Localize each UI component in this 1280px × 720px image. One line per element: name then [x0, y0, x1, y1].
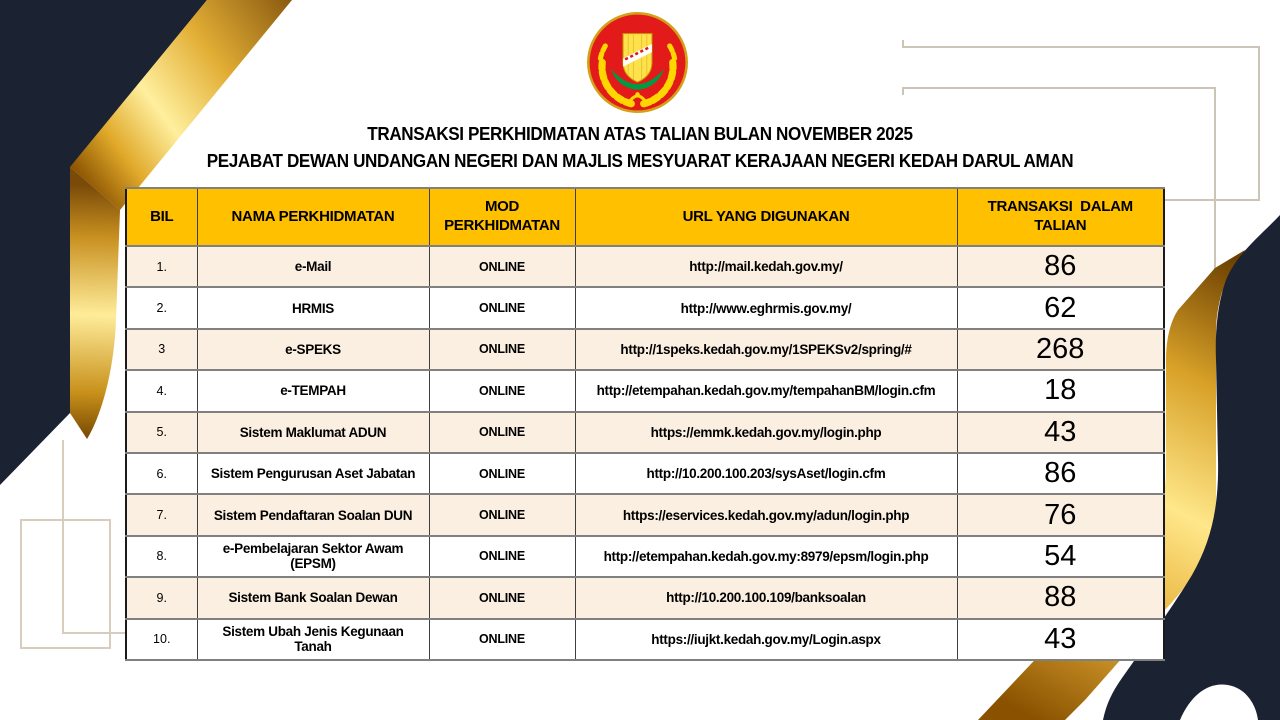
cell-url: http://10.200.100.203/sysAset/login.cfm	[575, 453, 957, 494]
cell-transaksi: 18	[957, 370, 1164, 411]
table-row	[126, 412, 1164, 453]
gold-band-fold	[70, 167, 120, 439]
cell-transaksi: 43	[957, 619, 1164, 660]
cell-bil: 2.	[126, 287, 197, 328]
cell-transaksi: 88	[957, 577, 1164, 618]
cell-transaksi: 76	[957, 494, 1164, 535]
cell-nama: e-Mail	[197, 246, 429, 287]
cell-url: http://etempahan.kedah.gov.my:8979/epsm/login.php	[575, 536, 957, 577]
table-header-row	[126, 188, 1164, 246]
cell-transaksi: 86	[957, 246, 1164, 287]
cell-nama: Sistem Ubah Jenis Kegunaan Tanah	[197, 619, 429, 660]
table-row	[126, 619, 1164, 660]
cell-url: https://eservices.kedah.gov.my/adun/login.php	[575, 494, 957, 535]
cell-nama: e-Pembelajaran Sektor Awam (EPSM)	[197, 536, 429, 577]
table-row	[126, 370, 1164, 411]
cell-mod: ONLINE	[429, 536, 575, 577]
cell-url: http://mail.kedah.gov.my/	[575, 246, 957, 287]
cell-bil: 7.	[126, 494, 197, 535]
cell-nama: Sistem Maklumat ADUN	[197, 412, 429, 453]
cell-url: http://10.200.100.109/banksoalan	[575, 577, 957, 618]
header-mod: MOD PERKHIDMATAN	[429, 188, 575, 246]
cell-mod: ONLINE	[429, 246, 575, 287]
cell-bil: 9.	[126, 577, 197, 618]
cell-nama: HRMIS	[197, 287, 429, 328]
cell-mod: ONLINE	[429, 494, 575, 535]
cell-mod: ONLINE	[429, 577, 575, 618]
table-row	[126, 246, 1164, 287]
cell-bil: 1.	[126, 246, 197, 287]
cell-bil: 5.	[126, 412, 197, 453]
cell-transaksi: 268	[957, 329, 1164, 370]
cell-url: http://www.eghrmis.gov.my/	[575, 287, 957, 328]
header-transaksi: TRANSAKSI DALAM TALIAN	[957, 188, 1164, 246]
cell-transaksi: 54	[957, 536, 1164, 577]
header-url: URL YANG DIGUNAKAN	[575, 188, 957, 246]
cell-bil: 4.	[126, 370, 197, 411]
cell-bil: 10.	[126, 619, 197, 660]
table-row	[126, 494, 1164, 535]
cell-transaksi: 62	[957, 287, 1164, 328]
table-row	[126, 536, 1164, 577]
slide-title	[40, 121, 1240, 175]
kedah-state-crest-logo	[586, 11, 689, 114]
cell-bil: 6.	[126, 453, 197, 494]
cell-mod: ONLINE	[429, 329, 575, 370]
table-row	[126, 577, 1164, 618]
header-nama: NAMA PERKHIDMATAN	[197, 188, 429, 246]
cell-nama: Sistem Pendaftaran Soalan DUN	[197, 494, 429, 535]
cell-transaksi: 43	[957, 412, 1164, 453]
cell-transaksi: 86	[957, 453, 1164, 494]
cell-bil: 3	[126, 329, 197, 370]
table-row	[126, 287, 1164, 328]
cell-mod: ONLINE	[429, 370, 575, 411]
cell-nama: Sistem Bank Soalan Dewan	[197, 577, 429, 618]
header-bil: BIL	[126, 188, 197, 246]
cell-bil: 8.	[126, 536, 197, 577]
cell-mod: ONLINE	[429, 619, 575, 660]
title-line-2: PEJABAT DEWAN UNDANGAN NEGERI DAN MAJLIS MESYUARAT KERAJAAN NEGERI KEDAH DARUL AMAN	[206, 151, 1074, 171]
cell-mod: ONLINE	[429, 453, 575, 494]
cell-nama: e-SPEKS	[197, 329, 429, 370]
table-row	[126, 453, 1164, 494]
title-line-1: TRANSAKSI PERKHIDMATAN ATAS TALIAN BULAN NOVEMBER 2025	[367, 124, 913, 144]
cell-url: https://emmk.kedah.gov.my/login.php	[575, 412, 957, 453]
online-transactions-table	[125, 187, 1165, 661]
cell-nama: e-TEMPAH	[197, 370, 429, 411]
table-row	[126, 329, 1164, 370]
cell-url: http://etempahan.kedah.gov.my/tempahanBM/login.cfm	[575, 370, 957, 411]
cell-mod: ONLINE	[429, 287, 575, 328]
cell-nama: Sistem Pengurusan Aset Jabatan	[197, 453, 429, 494]
cell-mod: ONLINE	[429, 412, 575, 453]
cell-url: http://1speks.kedah.gov.my/1SPEKSv2/spring/#	[575, 329, 957, 370]
cell-url: https://iujkt.kedah.gov.my/Login.aspx	[575, 619, 957, 660]
